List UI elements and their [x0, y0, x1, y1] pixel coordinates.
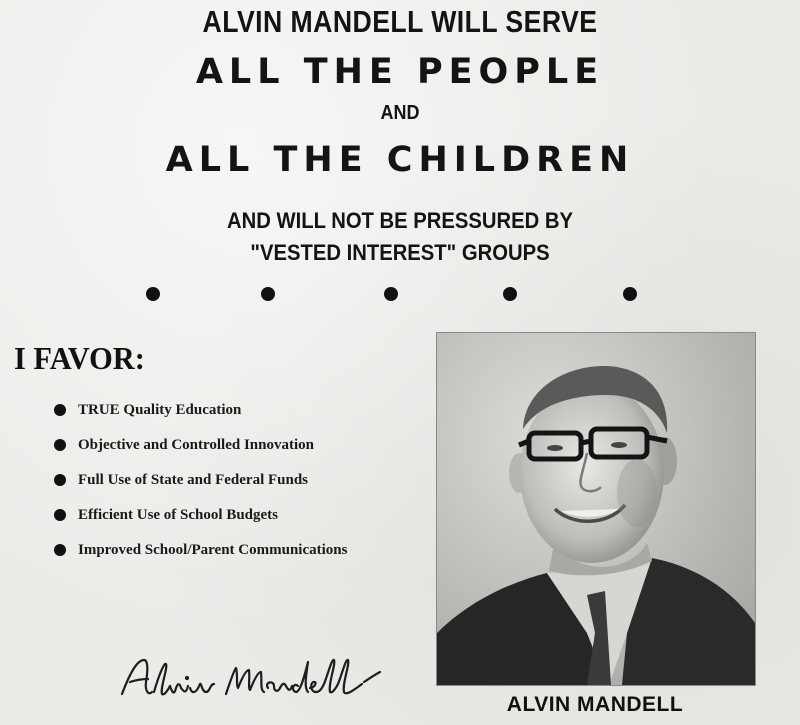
- candidate-photo: [436, 332, 756, 686]
- favor-item-text: Efficient Use of School Budgets: [78, 507, 278, 523]
- favor-item-text: Objective and Controlled Innovation: [78, 437, 314, 453]
- bullet-icon: [54, 544, 66, 556]
- favor-item-text: Full Use of State and Federal Funds: [78, 472, 309, 488]
- favor-item: [54, 433, 374, 457]
- subheadline-line-1: AND WILL NOT BE PRESSURED BY: [227, 208, 573, 233]
- separator-dot: [623, 287, 637, 301]
- separator-dot: [146, 287, 160, 301]
- bullet-icon: [54, 404, 66, 416]
- favor-item-text: TRUE Quality Education: [78, 402, 242, 418]
- favor-item: [54, 468, 374, 492]
- bullet-icon: [54, 509, 66, 521]
- headline-line-1: ALVIN MANDELL WILL SERVE: [202, 4, 598, 39]
- favor-item: [54, 538, 374, 562]
- favor-item: [54, 503, 374, 527]
- headline-line-4: ALL THE CHILDREN: [165, 140, 635, 180]
- favor-item: [54, 398, 374, 422]
- separator-dot: [261, 287, 275, 301]
- dot-separator: [0, 287, 800, 303]
- bullet-icon: [54, 439, 66, 451]
- bullet-icon: [54, 474, 66, 486]
- separator-dot: [503, 287, 517, 301]
- separator-dot: [384, 287, 398, 301]
- photo-caption: ALVIN MANDELL: [506, 693, 684, 716]
- favor-list: [54, 398, 374, 573]
- favor-item-text: Improved School/Parent Communications: [78, 542, 348, 558]
- subheadline-line-2: "VESTED INTEREST" GROUPS: [250, 240, 550, 265]
- headline-line-3: AND: [380, 102, 420, 124]
- headline-line-2: ALL THE PEOPLE: [195, 52, 605, 92]
- handwritten-signature: [118, 648, 418, 718]
- favor-heading: I FAVOR:: [14, 340, 145, 376]
